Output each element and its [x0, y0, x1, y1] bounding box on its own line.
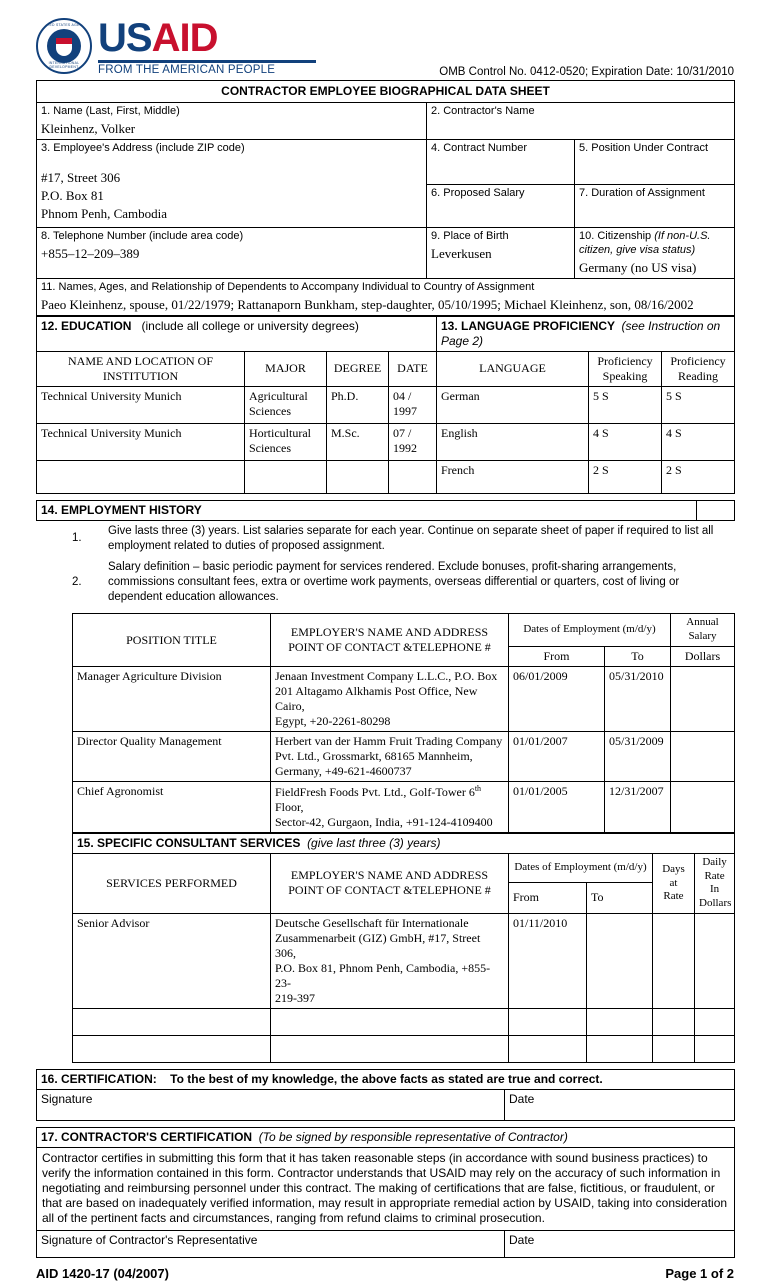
employment-to-2[interactable]: 05/31/2009 — [605, 731, 671, 781]
table-row — [73, 913, 735, 1008]
col-major: MAJOR — [245, 351, 327, 386]
education-major-1-l1: Agricultural — [249, 388, 308, 403]
col-degree: DEGREE — [327, 351, 389, 386]
consultant-employer-1-l1: Deutsche Gesellschaft für Internationale — [275, 915, 469, 930]
language-reading-2[interactable]: 4 S — [662, 423, 735, 460]
language-name-1[interactable]: German — [437, 386, 589, 423]
employment-employer-3-l1-text: FieldFresh Foods Pvt. Ltd., Golf-Tower 6 — [275, 784, 475, 799]
employment-col-dates: Dates of Employment (m/d/y) — [509, 614, 671, 647]
employment-col-employer-l1: EMPLOYER'S NAME AND ADDRESS — [290, 625, 489, 640]
row-phone-birth-citizen — [37, 228, 735, 279]
field-7-value — [579, 201, 730, 203]
employment-note-2-text: Salary definition – basic periodic payment for services rendered. Exclude bonuses, profit-sharing arrangements, commissions consultant fees, extra or overtime work payments, overseas differential or quarters, cost of living or dependent education allowances. — [108, 560, 680, 603]
consultant-to-1[interactable] — [587, 913, 653, 1008]
section-16-header-row — [37, 1069, 735, 1089]
section-16-header — [37, 1069, 735, 1089]
contractor-date-field[interactable]: Date — [505, 1230, 735, 1257]
consultant-col-from: From — [509, 882, 587, 913]
employment-employer-3-sup: th — [474, 783, 482, 793]
education-date-2[interactable] — [389, 423, 437, 460]
table-row — [37, 423, 735, 460]
employment-employer-1-l1: Jenaan Investment Company L.L.C., P.O. Box — [275, 668, 498, 683]
col-speaking — [589, 351, 662, 386]
consultant-col-employer-l1: EMPLOYER'S NAME AND ADDRESS — [290, 868, 489, 883]
education-date-2-l1: 07 / — [393, 425, 412, 440]
row-name — [37, 103, 735, 140]
education-date-1[interactable] — [389, 386, 437, 423]
section-17-label: 17. CONTRACTOR'S CERTIFICATION — [41, 1129, 253, 1144]
consultant-to-3[interactable] — [587, 1035, 653, 1062]
language-name-2[interactable]: English — [437, 423, 589, 460]
education-language-column-headers — [37, 351, 735, 386]
consultant-col-daily-l1: Daily Rate — [702, 855, 727, 882]
education-date-1-l1: 04 / — [393, 388, 412, 403]
field-11-value: Paeo Kleinhenz, spouse, 01/22/1979; Rattanaporn Bunkham, step-daughter, 05/10/1995; Michael Kleinhenz, son, 08/16/2002 — [41, 296, 694, 312]
col-reading-l1: Proficiency — [670, 353, 726, 368]
section-15-note: (give last three (3) years) — [307, 835, 441, 850]
top-fields-table — [36, 80, 735, 316]
contractor-cert-body-row — [37, 1147, 735, 1230]
consultant-col-employer-l2: POINT OF CONTACT &TELEPHONE # — [288, 883, 491, 898]
employment-note-1-number: 1. — [72, 532, 82, 545]
employment-dollars-2[interactable] — [671, 731, 735, 781]
section-15-label: 15. SPECIFIC CONSULTANT SERVICES — [77, 835, 301, 850]
title-row — [37, 81, 735, 103]
consultant-services-2[interactable] — [73, 1008, 271, 1035]
employment-employer-1-l2: 201 Altagamo Alkhamis Post Office, New Cairo, — [275, 683, 478, 713]
consultant-employer-1-l4: 219-397 — [275, 990, 315, 1005]
employment-employer-1[interactable] — [271, 666, 509, 731]
employment-col-employer-l2: POINT OF CONTACT &TELEPHONE # — [288, 640, 491, 655]
col-date: DATE — [389, 351, 437, 386]
section-13-label: 13. LANGUAGE PROFICIENCY — [441, 318, 615, 333]
consultant-section-table — [72, 833, 735, 1063]
consultant-col-daily-l2: In Dollars — [699, 883, 732, 910]
field-6-label: 6. Proposed Salary — [431, 187, 525, 199]
contractor-cert-body: Contractor certifies in submitting this form that it has taken reasonable steps (in accordance with sound business practices) to verify the information contained in this form. Contractor understands that USAID may rely on the accuracy of such information in negotiating and reimbursing personnel under this contract. The making of certifications that are false, fictitious, or fraudulent, or that are based on inadequately verified information, may result in appropriate remedial action by USAID, taking into consideration all of the pertinent facts and circumstances, ranging from refund claims to criminal prosecution. — [37, 1147, 735, 1230]
field-10-label-text: 10. Citizenship — [579, 230, 655, 242]
field-10-label-note: (If non-U.S. citizen, give visa status) — [579, 230, 711, 256]
consultant-services-3[interactable] — [73, 1035, 271, 1062]
contractor-signature-field[interactable]: Signature of Contractor's Representative — [37, 1230, 505, 1257]
col-reading — [662, 351, 735, 386]
form-id: AID 1420-17 (04/2007) — [36, 1265, 169, 1281]
consultant-header-row-1 — [73, 853, 735, 882]
consultant-employer-1-l3: P.O. Box 81, Phnom Penh, Cambodia, +855-23- — [275, 960, 491, 990]
consultant-col-days-l1: Days at — [662, 862, 685, 889]
language-name-3[interactable]: French — [437, 460, 589, 493]
row-dependents — [37, 278, 735, 315]
language-reading-3[interactable]: 2 S — [662, 460, 735, 493]
consultant-col-days — [653, 853, 695, 913]
employment-header-row-1 — [73, 614, 735, 647]
table-row — [73, 1008, 735, 1035]
section-14-spacer-cell — [697, 500, 735, 520]
employment-note-2 — [36, 557, 734, 608]
page-footer — [36, 1266, 734, 1281]
employment-to-1[interactable]: 05/31/2010 — [605, 666, 671, 731]
col-speaking-l1: Proficiency — [597, 353, 653, 368]
language-speaking-3[interactable]: 2 S — [589, 460, 662, 493]
section-15-header — [73, 833, 735, 853]
employment-col-position: POSITION TITLE — [73, 614, 271, 667]
field-8-label: 8. Telephone Number (include area code) — [41, 230, 244, 242]
education-major-1[interactable] — [245, 386, 327, 423]
field-3-value-line2: P.O. Box 81 — [41, 188, 104, 203]
field-3-value-line1: #17, Street 306 — [41, 169, 121, 185]
field-1-value: Kleinhenz, Volker — [41, 120, 136, 136]
employment-col-to: To — [605, 646, 671, 666]
section-headers-12-13 — [37, 316, 735, 351]
education-degree-3[interactable] — [327, 460, 389, 493]
table-row — [37, 386, 735, 423]
education-degree-1[interactable]: Ph.D. — [327, 386, 389, 423]
field-11-dependents[interactable] — [37, 278, 735, 315]
seal-text-bottom: INTERNATIONAL DEVELOPMENT — [48, 61, 80, 69]
education-date-3[interactable] — [389, 460, 437, 493]
contractor-signature-row — [37, 1230, 735, 1257]
col-reading-l2: Reading — [678, 368, 719, 383]
consultant-col-to: To — [587, 882, 653, 913]
employment-col-from: From — [509, 646, 605, 666]
consultant-employer-1-l2: Zusammenarbeit (GIZ) GmbH, #17, Street 306, — [275, 930, 481, 960]
date-field[interactable]: Date — [505, 1089, 735, 1120]
employment-col-annual-salary: Annual Salary — [671, 614, 735, 647]
consultant-employer-2[interactable] — [271, 1008, 509, 1035]
field-9-value: Leverkusen — [431, 245, 492, 261]
field-3-address[interactable] — [37, 140, 427, 228]
consultant-from-1[interactable]: 01/11/2010 — [509, 913, 587, 1008]
seal-shield-icon — [56, 38, 72, 56]
education-major-2-l2: Sciences — [249, 440, 291, 455]
employment-dollars-1[interactable] — [671, 666, 735, 731]
employment-employer-2-l3: Germany, +49-621-4600737 — [275, 763, 412, 778]
consultant-col-services: SERVICES PERFORMED — [73, 853, 271, 913]
field-1-name[interactable] — [37, 103, 427, 140]
usaid-seal-icon — [36, 18, 92, 74]
field-1-label: 1. Name (Last, First, Middle) — [41, 105, 180, 117]
section-16-text: To the best of my knowledge, the above facts as stated are true and correct. — [170, 1071, 603, 1086]
section-14-label: 14. EMPLOYMENT HISTORY — [37, 500, 697, 520]
education-date-2-l2: 1992 — [393, 440, 417, 455]
employment-employer-3-l1-rest: Floor, — [275, 799, 304, 814]
col-institution: NAME AND LOCATION OF INSTITUTION — [37, 351, 245, 386]
consultant-daily-1[interactable] — [695, 913, 735, 1008]
employment-notes-table — [36, 521, 734, 608]
consultant-days-1[interactable] — [653, 913, 695, 1008]
section-14-header-row — [37, 500, 735, 520]
education-major-1-l2: Sciences — [249, 403, 291, 418]
col-speaking-l2: Speaking — [602, 368, 648, 383]
consultant-col-days-l2: Rate — [663, 890, 684, 903]
consultant-col-dates: Dates of Employment (m/d/y) — [509, 853, 653, 882]
consultant-from-2[interactable] — [509, 1008, 587, 1035]
consultant-days-3[interactable] — [653, 1035, 695, 1062]
employment-from-3[interactable]: 01/01/2005 — [509, 781, 605, 832]
signature-field[interactable]: Signature — [37, 1089, 505, 1120]
usaid-tagline: FROM THE AMERICAN PEOPLE — [98, 64, 276, 76]
employment-position-3[interactable]: Chief Agronomist — [73, 781, 271, 832]
field-5-label: 5. Position Under Contract — [579, 142, 709, 154]
form-title: CONTRACTOR EMPLOYEE BIOGRAPHICAL DATA SHEET — [37, 81, 735, 103]
employment-section-header-table — [36, 500, 735, 521]
table-row — [73, 731, 735, 781]
employment-position-2[interactable]: Director Quality Management — [73, 731, 271, 781]
field-4-value — [431, 156, 570, 158]
signature-row — [37, 1089, 735, 1120]
field-4-label: 4. Contract Number — [431, 142, 527, 154]
usaid-us: US — [98, 16, 152, 60]
section-12-note: (include all college or university degrees) — [141, 318, 359, 333]
table-row — [37, 460, 735, 493]
education-date-1-l2: 1997 — [393, 403, 417, 418]
employment-note-1-text: Give lasts three (3) years. List salaries separate for each year. Continue on separate sheet of paper if required to list all employment related to duties of proposed assignment. — [108, 524, 714, 552]
education-major-2-l1: Horticultural — [249, 425, 311, 440]
education-language-table — [36, 316, 735, 494]
section-15-header-row — [73, 833, 735, 853]
field-5-position[interactable] — [575, 140, 735, 185]
education-institution-3[interactable] — [37, 460, 245, 493]
consultant-to-2[interactable] — [587, 1008, 653, 1035]
employment-employer-3[interactable] — [271, 781, 509, 832]
consultant-employer-1[interactable] — [271, 913, 509, 1008]
employment-note-1 — [36, 521, 734, 557]
section-17-header-row — [37, 1127, 735, 1147]
table-row — [73, 666, 735, 731]
employment-to-3[interactable]: 12/31/2007 — [605, 781, 671, 832]
page-number: Page 1 of 2 — [665, 1265, 734, 1281]
education-institution-2[interactable]: Technical University Munich — [37, 423, 245, 460]
field-4-contract-number[interactable] — [427, 140, 575, 185]
employment-note-2-number: 2. — [72, 575, 82, 588]
field-8-telephone[interactable] — [37, 228, 427, 279]
employment-employer-2-l2: Pvt. Ltd., Grossmarkt, 68165 Mannheim, — [275, 748, 473, 763]
field-6-proposed-salary[interactable] — [427, 185, 575, 228]
field-11-label: 11. Names, Ages, and Relationship of Dependents to Accompany Individual to Country of Assignment — [41, 280, 535, 293]
usaid-aid: AID — [151, 16, 218, 60]
employment-employer-2-l1: Herbert van der Hamm Fruit Trading Company — [275, 733, 503, 748]
employment-col-dollars: Dollars — [671, 646, 735, 666]
employment-employer-2[interactable] — [271, 731, 509, 781]
seal-text-top: UNITED STATES AGENCY — [40, 23, 88, 27]
employment-employer-1-l3: Egypt, +20-2261-80298 — [275, 713, 391, 728]
field-2-label: 2. Contractor's Name — [431, 105, 535, 117]
field-3-label: 3. Employee's Address (include ZIP code) — [41, 142, 245, 154]
consultant-days-2[interactable] — [653, 1008, 695, 1035]
employment-employer-3-l1 — [275, 784, 504, 815]
consultant-col-daily-rate — [695, 853, 735, 913]
section-16-label: 16. CERTIFICATION: — [41, 1071, 157, 1086]
employment-from-1[interactable]: 06/01/2009 — [509, 666, 605, 731]
field-10-label — [579, 230, 730, 258]
section-13-language-header — [437, 316, 735, 351]
field-8-value: +855–12–209–389 — [41, 245, 140, 261]
employment-from-2[interactable]: 01/01/2007 — [509, 731, 605, 781]
consultant-daily-2[interactable] — [695, 1008, 735, 1035]
field-10-value: Germany (no US visa) — [579, 259, 697, 275]
language-speaking-2[interactable]: 4 S — [589, 423, 662, 460]
row-address — [37, 140, 735, 185]
contractor-certification-table — [36, 1127, 735, 1258]
section-13-note: (see Instruction on Page 2) — [441, 318, 721, 348]
employment-position-1[interactable]: Manager Agriculture Division — [73, 666, 271, 731]
employment-employer-3-l2: Sector-42, Gurgaon, India, +91-124-4109400 — [275, 814, 493, 829]
table-row — [73, 1035, 735, 1062]
section-12-education-header — [37, 316, 437, 351]
education-institution-1[interactable]: Technical University Munich — [37, 386, 245, 423]
consultant-services-1[interactable]: Senior Advisor — [73, 913, 271, 1008]
page-header — [36, 18, 734, 80]
education-degree-2[interactable]: M.Sc. — [327, 423, 389, 460]
field-2-value — [431, 119, 730, 121]
field-2-contractor-name[interactable] — [427, 103, 735, 140]
education-major-2[interactable] — [245, 423, 327, 460]
language-speaking-1[interactable]: 5 S — [589, 386, 662, 423]
usaid-wordmark-text — [98, 18, 316, 58]
section-17-header — [37, 1127, 735, 1147]
education-major-3[interactable] — [245, 460, 327, 493]
consultant-col-employer — [271, 853, 509, 913]
consultant-from-3[interactable] — [509, 1035, 587, 1062]
consultant-daily-3[interactable] — [695, 1035, 735, 1062]
usaid-rule — [98, 60, 316, 63]
section-12-label: 12. EDUCATION — [41, 318, 132, 333]
field-9-label: 9. Place of Birth — [431, 230, 509, 242]
field-10-citizenship[interactable] — [575, 228, 735, 279]
field-3-value-line3: Phnom Penh, Cambodia — [41, 206, 168, 222]
field-7-label: 7. Duration of Assignment — [579, 187, 705, 199]
field-9-place-of-birth[interactable] — [427, 228, 575, 279]
employment-history-table — [72, 613, 735, 833]
field-5-value — [579, 156, 730, 158]
employment-col-employer — [271, 614, 509, 667]
consultant-employer-3[interactable] — [271, 1035, 509, 1062]
omb-control-text: OMB Control No. 0412-0520; Expiration Date: 10/31/2010 — [439, 66, 734, 78]
language-reading-1[interactable]: 5 S — [662, 386, 735, 423]
certification-table — [36, 1069, 735, 1121]
field-6-value — [431, 201, 570, 203]
field-7-duration[interactable] — [575, 185, 735, 228]
usaid-wordmark — [98, 18, 316, 77]
employment-dollars-3[interactable] — [671, 781, 735, 832]
section-17-note: (To be signed by responsible representative of Contractor) — [258, 1129, 568, 1144]
col-language: LANGUAGE — [437, 351, 589, 386]
table-row — [73, 781, 735, 832]
